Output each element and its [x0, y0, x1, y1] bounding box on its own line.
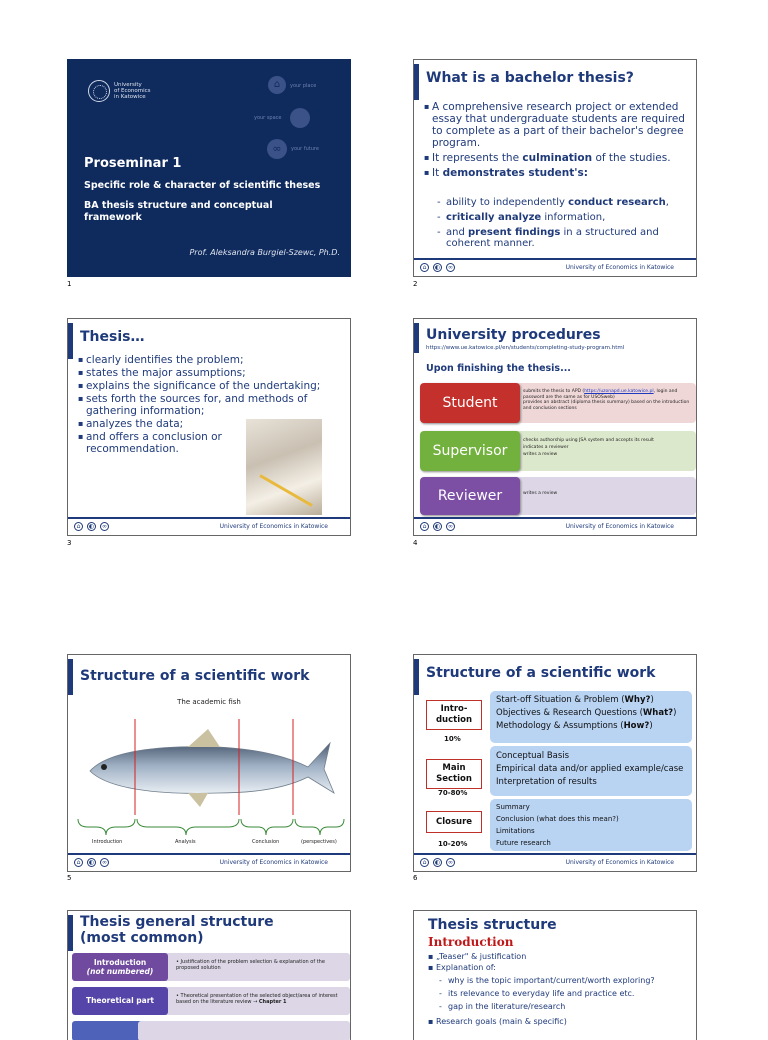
slide-8 [413, 910, 697, 1040]
slide-number: 3 [67, 539, 72, 547]
bullet: ▪ explains the significance of the undertaking; [78, 380, 338, 392]
closure-label: Closure [426, 811, 482, 833]
main-percent: 70-80% [438, 789, 468, 797]
university-logo-icon [88, 80, 110, 102]
slide-footer [414, 258, 696, 276]
slide-6 [413, 654, 697, 872]
supervisor-box: Supervisor [420, 431, 520, 471]
sub-bullet: - why is the topic important/current/worth exploring? [438, 974, 688, 987]
fish-label-analysis: Analysis [175, 839, 196, 845]
infinity-icon: ∞ [102, 859, 107, 866]
sub-bullet: - its relevance to everyday life and practice etc. [438, 987, 688, 1000]
slide-footer [68, 853, 350, 871]
slide-3 [67, 318, 351, 536]
home-icon: ⌂ [268, 76, 286, 94]
infinity-icon: ∞ [448, 264, 453, 271]
closure-percent: 10-20% [438, 840, 468, 848]
sub-bullet: - ability to independently conduct research, [436, 197, 692, 208]
slide-number: 5 [67, 874, 72, 882]
slide-2 [413, 59, 697, 277]
infinity-icon: ∞ [448, 523, 453, 530]
university-name: University of Economics in Katowice [114, 82, 151, 100]
bullet: ▪ states the major assumptions; [78, 367, 338, 379]
bullet: ▪ clearly identifies the problem; [78, 354, 338, 366]
intro-label: Intro- duction [426, 700, 482, 730]
sub-bullet: - and present findings in a structured and coherent manner. [436, 227, 692, 249]
slide-subtitle-1: Specific role & character of scientific theses [84, 180, 321, 191]
slide-number: 4 [413, 539, 418, 547]
section-subtitle: Upon finishing the thesis... [426, 363, 571, 374]
academic-fish-diagram [68, 707, 350, 857]
home-icon: ⌂ [420, 858, 429, 867]
bullet: ▪ Research goals (main & specific) [428, 1017, 690, 1027]
globe-icon: ◐ [88, 523, 95, 530]
infinity-icon: ∞ [267, 139, 287, 159]
theoretical-text-box: • Theoretical presentation of the selected object/area of interest based on the literature review → Chapter 1 [138, 987, 350, 1015]
footer-text: University of Economics in Katowice [565, 859, 674, 866]
bullet: ▪ Explanation of: [428, 963, 690, 973]
bullet: ▪ sets forth the sources for, and methods of gathering information; [78, 393, 316, 417]
slide-footer [414, 517, 696, 535]
procedures-url[interactable]: https://www.ue.katowice.pl/en/students/completing-study-program.html [426, 345, 625, 351]
sub-bullet: - gap in the literature/research [438, 1000, 688, 1013]
closure-content-box: Summary Conclusion (what does this mean?) Limitations Future research [490, 799, 692, 851]
home-icon: ⌂ [420, 522, 429, 531]
student-text-box: • submits the thesis to APD (https://uzonapd.ue.katowice.pl, login and password are the same as for USOSweb) • provides an abstract (diploma thesis summary) based on the introduction and conclusion sections [504, 383, 696, 423]
notebook-photo [246, 419, 322, 515]
slide-subtitle-2: BA thesis structure and conceptual framework [84, 200, 273, 223]
slide-4 [413, 318, 697, 536]
supervisor-text-box: • checks authorship using JSA system and accepts its result • indicates a reviewer • writes a review [504, 431, 696, 471]
bullet: ▪ A comprehensive research project or extended essay that undergraduate students are required to complete as a part of their bachelor's degree program. [424, 101, 692, 149]
theoretical-box: Theoretical part [72, 987, 168, 1015]
footer-text: University of Economics in Katowice [565, 264, 674, 271]
globe-icon: ◐ [434, 859, 441, 866]
student-box: Student [420, 383, 520, 423]
bullet: ▪ It demonstrates student's: [424, 167, 692, 179]
slide-number: 1 [67, 280, 72, 288]
fish-caption: The academic fish [177, 698, 241, 706]
slide-7 [67, 910, 351, 1040]
tagline-place: your place [290, 83, 317, 89]
globe-icon: ◐ [434, 264, 441, 271]
infinity-icon: ∞ [102, 523, 107, 530]
fish-label-conclusion: Conclusion [252, 839, 280, 845]
home-icon: ⌂ [420, 263, 429, 272]
slide-title: What is a bachelor thesis? [426, 70, 634, 86]
footer-text: University of Economics in Katowice [219, 859, 328, 866]
bullet: ▪ and offers a conclusion or recommendation. [78, 431, 236, 455]
slide-title: Proseminar 1 [84, 156, 182, 171]
slide-footer [414, 853, 696, 871]
slide-title: Structure of a scientific work [426, 665, 656, 681]
globe-icon: ◐ [88, 859, 95, 866]
home-icon: ⌂ [74, 858, 83, 867]
footer-text: University of Economics in Katowice [219, 523, 328, 530]
bullet: ▪ analyzes the data; [78, 418, 338, 430]
slide-title: Thesis structure [428, 917, 557, 933]
globe-icon [290, 108, 310, 128]
slide-number: 6 [413, 874, 418, 882]
reviewer-box: Reviewer [420, 477, 520, 515]
main-content-box: Conceptual Basis Empirical data and/or applied example/case Interpretation of results [490, 746, 692, 796]
sub-bullet: - critically analyze information, [436, 212, 692, 223]
slide-title: Structure of a scientific work [80, 668, 310, 684]
slide-title: Thesis… [80, 329, 145, 345]
bullet: ▪ It represents the culmination of the studies. [424, 152, 692, 164]
slide-number: 2 [413, 280, 418, 288]
fish-label-introduction: Introduction [92, 839, 123, 845]
slide-5 [67, 654, 351, 872]
slide-title: University procedures [426, 327, 601, 343]
fish-icon [90, 743, 334, 793]
intro-text-box: • Justification of the problem selection & explanation of the proposed solution [138, 953, 350, 981]
intro-percent: 10% [444, 735, 461, 743]
bullet: ▪ „Teaser" & justification [428, 952, 690, 962]
slide-1 [67, 59, 351, 277]
intro-box: Introduction (not numbered) [72, 953, 168, 981]
globe-icon: ◐ [434, 523, 441, 530]
main-label: Main Section [426, 759, 482, 789]
slide-footer [68, 517, 350, 535]
infinity-icon: ∞ [448, 859, 453, 866]
reviewer-text-box: • writes a review [504, 477, 696, 515]
fish-label-perspectives: (perspectives) [301, 839, 337, 845]
home-icon: ⌂ [74, 522, 83, 531]
footer-text: University of Economics in Katowice [565, 523, 674, 530]
tagline-future: your future [291, 146, 319, 152]
tagline-space: your space [254, 115, 282, 121]
intro-content-box: Start-off Situation & Problem (Why?) Objectives & Research Questions (What?) Methodology & Assumptions (How?) [490, 691, 692, 743]
slide-title: Thesis general structure (most common) [80, 914, 274, 946]
section-subtitle: Introduction [428, 935, 514, 949]
author: Prof. Aleksandra Burgiel-Szewc, Ph.D. [189, 248, 340, 257]
